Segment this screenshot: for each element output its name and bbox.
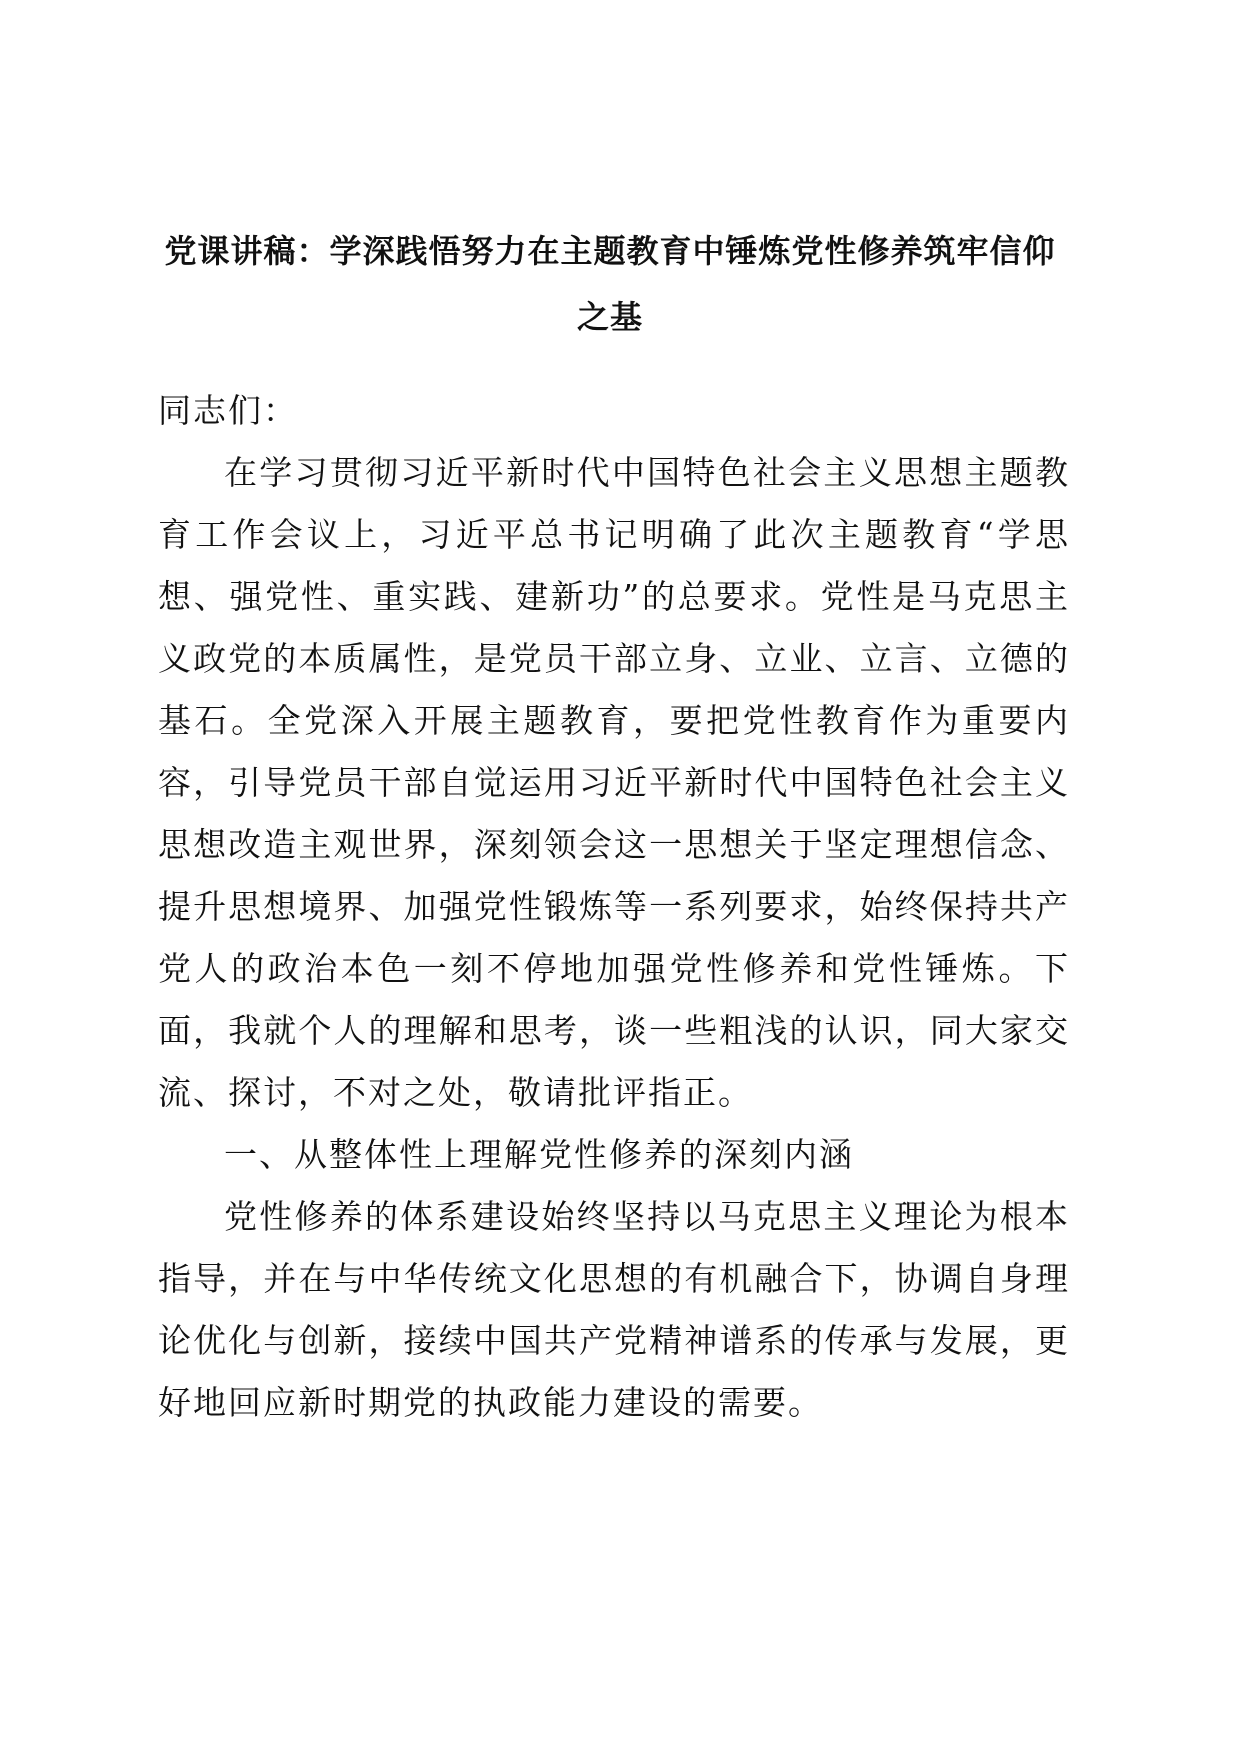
document-title <box>140 218 1080 350</box>
section-heading-1: 一、从整体性上理解党性修养的深刻内涵 <box>224 1135 854 1174</box>
title-line-2: 之基 <box>576 298 643 336</box>
paragraph-intro: 在学习贯彻习近平新时代中国特色社会主义思想主题教育工作会议上，习近平总书记明确了此次主题教育“学思想、强党性、重实践、建新功”的总要求。党性是马克思主义政党的本质属性，是党员干部立身、立业、立言、立德的基石。全党深入开展主题教育，要把党性教育作为重要内容，引导党员干部自觉运用习近平新时代中国特色社会主义思想改造主观世界，深刻领会这一思想关于坚定理想信念、提升思想境界、加强党性锻炼等一系列要求，始终保持共产党人的政治本色一刻不停地加强党性修养和党性锤炼。下面，我就个人的理解和思考，谈一些粗浅的认识，同大家交流、探讨，不对之处，敬请批评指正。 <box>158 453 1070 1112</box>
title-line-1: 党课讲稿：学深践悟努力在主题教育中锤炼党性修养筑牢信仰 <box>164 232 1056 270</box>
document-body <box>158 380 1070 1434</box>
paragraph-section-1: 党性修养的体系建设始终坚持以马克思主义理论为根本指导，并在与中华传统文化思想的有机融合下，协调自身理论优化与创新，接续中国共产党精神谱系的传承与发展，更好地回应新时期党的执政能力建设的需要。 <box>158 1197 1070 1422</box>
salutation: 同志们： <box>158 391 298 430</box>
